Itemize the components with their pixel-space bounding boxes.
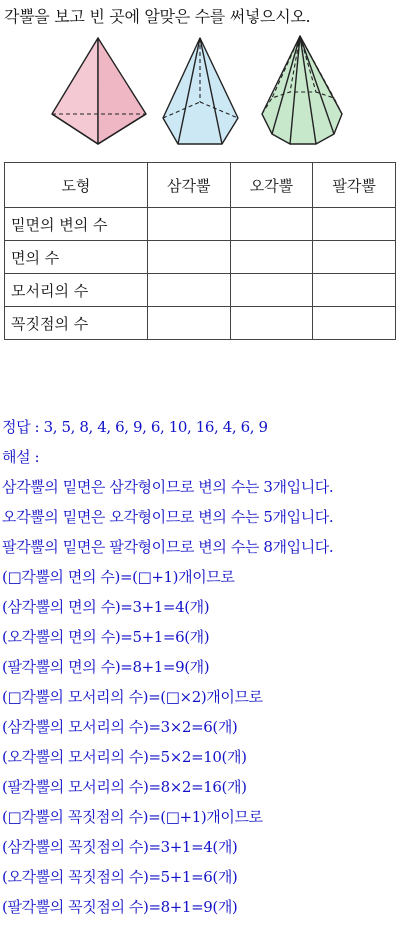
triangular-pyramid-figure xyxy=(52,38,146,144)
blank-cell[interactable] xyxy=(313,208,396,241)
blank-cell[interactable] xyxy=(230,307,313,340)
explanation-label: 해설 : xyxy=(2,448,40,466)
explanation-line: (□각뿔의 면의 수)=(□+1)개이므로 xyxy=(2,568,235,586)
table-row xyxy=(5,208,396,241)
explanation-line: (팔각뿔의 모서리의 수)=8×2=16(개) xyxy=(2,778,247,796)
blank-cell[interactable] xyxy=(313,274,396,307)
header-octagonal: 팔각뿔 xyxy=(313,163,396,208)
question-text: 각뿔을 보고 빈 곳에 알맞은 수를 써넣으시오. xyxy=(4,7,311,26)
answer-line: 정답 : 3, 5, 8, 4, 6, 9, 6, 10, 16, 4, 6, 9 xyxy=(2,418,268,436)
blank-cell[interactable] xyxy=(313,307,396,340)
explanation-line: (팔각뿔의 꼭짓점의 수)=8+1=9(개) xyxy=(2,898,238,916)
explanation-line: (삼각뿔의 꼭짓점의 수)=3+1=4(개) xyxy=(2,838,238,856)
header-triangular: 삼각뿔 xyxy=(147,163,230,208)
explanation-line: (팔각뿔의 면의 수)=8+1=9(개) xyxy=(2,658,210,676)
blank-cell[interactable] xyxy=(230,274,313,307)
table-row xyxy=(5,241,396,274)
explanation-line: 오각뿔의 밑면은 오각형이므로 변의 수는 5개입니다. xyxy=(2,508,334,526)
table-header-row xyxy=(5,163,396,208)
explanation-line: 삼각뿔의 밑면은 삼각형이므로 변의 수는 3개입니다. xyxy=(2,478,334,496)
octagonal-pyramid-figure xyxy=(262,36,342,144)
table-row xyxy=(5,307,396,340)
pentagonal-pyramid-figure xyxy=(163,38,238,144)
explanation-line: (삼각뿔의 모서리의 수)=3×2=6(개) xyxy=(2,718,238,736)
explanation-line: (□각뿔의 꼭짓점의 수)=(□+1)개이므로 xyxy=(2,808,263,826)
row-label-faces: 면의 수 xyxy=(5,241,148,274)
blank-cell[interactable] xyxy=(230,241,313,274)
header-shape: 도형 xyxy=(5,163,148,208)
row-label-base-edges: 밑면의 변의 수 xyxy=(5,208,148,241)
table-row xyxy=(5,274,396,307)
explanation-line: (오각뿔의 꼭짓점의 수)=5+1=6(개) xyxy=(2,868,238,886)
blank-cell[interactable] xyxy=(147,208,230,241)
blank-cell[interactable] xyxy=(147,241,230,274)
answer-table xyxy=(4,162,396,340)
blank-cell[interactable] xyxy=(313,241,396,274)
row-label-edges: 모서리의 수 xyxy=(5,274,148,307)
explanation-line: (□각뿔의 모서리의 수)=(□×2)개이므로 xyxy=(2,688,263,706)
blank-cell[interactable] xyxy=(147,307,230,340)
answer-section xyxy=(2,412,400,922)
explanation-line: (오각뿔의 모서리의 수)=5×2=10(개) xyxy=(2,748,247,766)
explanation-line: (삼각뿔의 면의 수)=3+1=4(개) xyxy=(2,598,210,616)
blank-cell[interactable] xyxy=(230,208,313,241)
explanation-line: (오각뿔의 면의 수)=5+1=6(개) xyxy=(2,628,210,646)
row-label-vertices: 꼭짓점의 수 xyxy=(5,307,148,340)
pyramid-figures xyxy=(0,30,400,160)
header-pentagonal: 오각뿔 xyxy=(230,163,313,208)
explanation-line: 팔각뿔의 밑면은 팔각형이므로 변의 수는 8개입니다. xyxy=(2,538,334,556)
blank-cell[interactable] xyxy=(147,274,230,307)
